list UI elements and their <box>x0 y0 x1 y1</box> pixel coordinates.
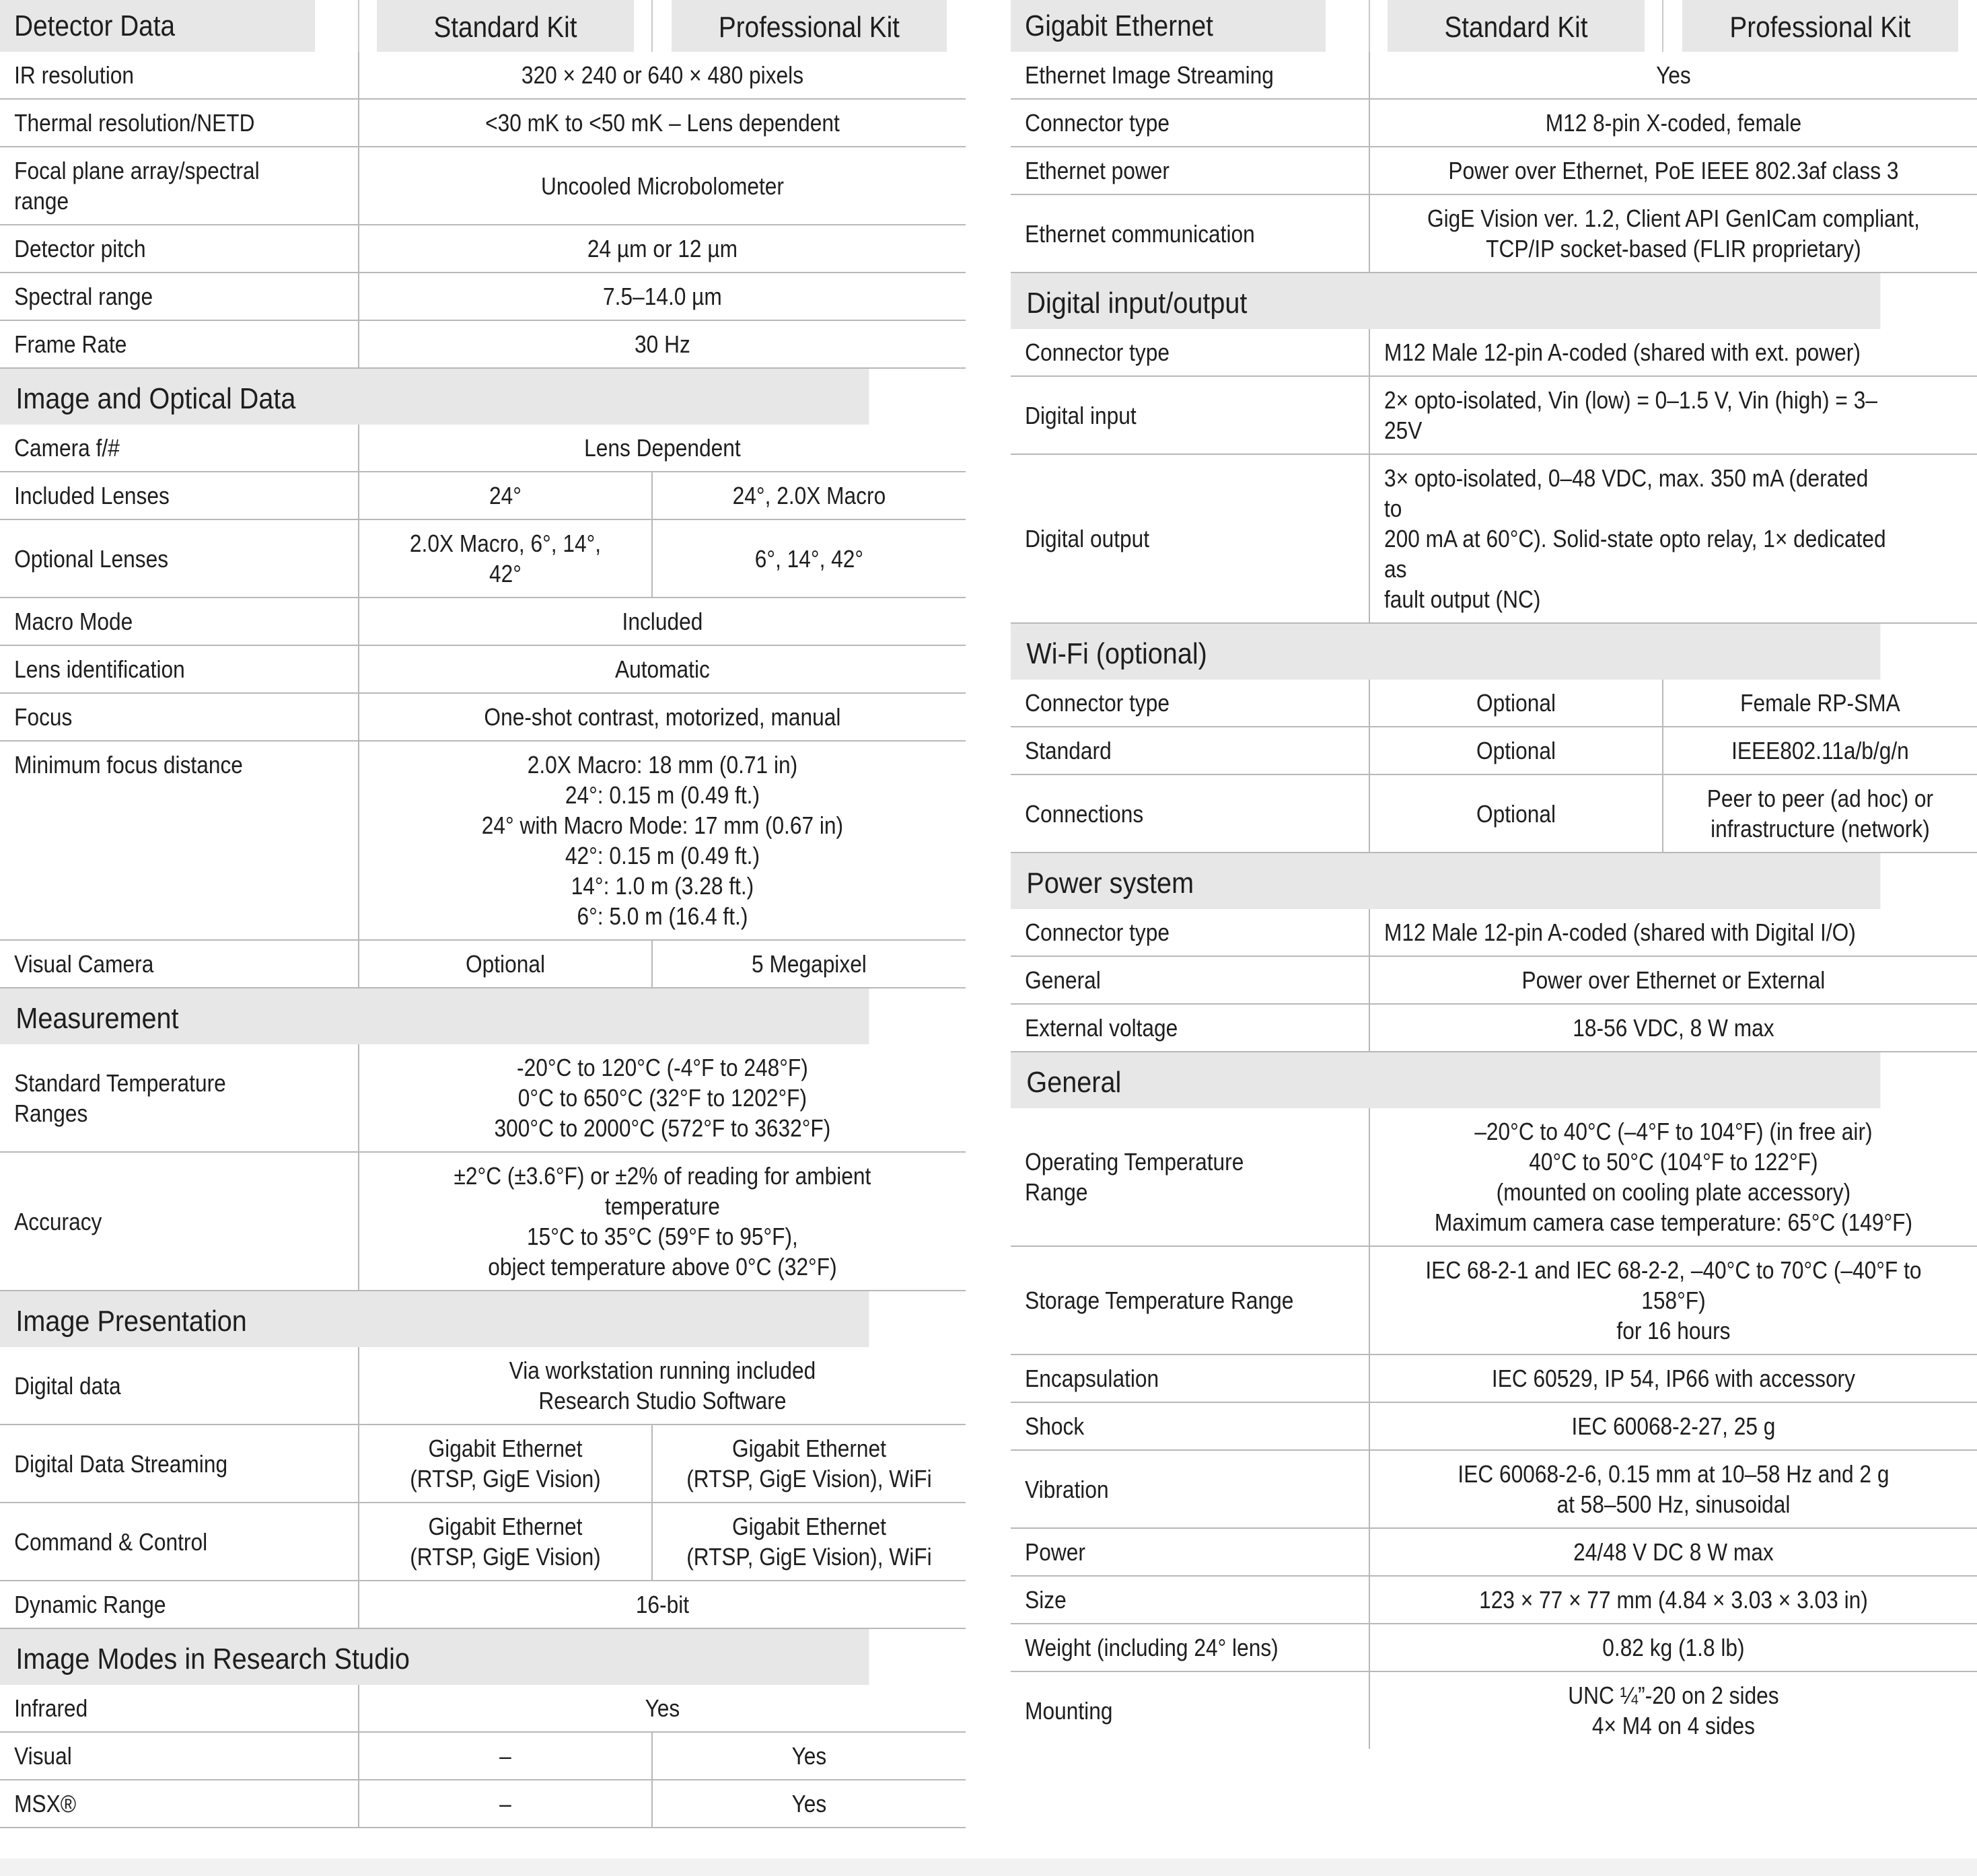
table-row <box>0 741 966 940</box>
ethernet-header-row <box>1011 0 1977 52</box>
value-line: UNC ¼”-20 on 2 sides <box>1568 1682 1779 1709</box>
value-line: 24°: 0.15 m (0.49 ft.) <box>565 781 760 809</box>
table-row <box>1011 1671 1977 1749</box>
value-line: GigE Vision ver. 1.2, Client API GenICam compliant, <box>1427 205 1920 232</box>
table-row <box>0 225 966 273</box>
row-value: 18-56 VDC, 8 W max <box>1406 1004 1941 1052</box>
row-value <box>1406 1246 1941 1355</box>
standard-value: Optional <box>1387 774 1645 853</box>
section-header-row <box>0 1291 966 1347</box>
row-label: Connector type <box>1011 909 1326 956</box>
column-header-standard: Standard Kit <box>1387 0 1645 52</box>
row-value: <30 mK to <50 mK – Lens dependent <box>395 99 929 147</box>
row-label: Dynamic Range <box>0 1581 316 1628</box>
row-label: Focus <box>0 693 316 741</box>
row-value: Yes <box>395 1685 929 1732</box>
table-row <box>0 1685 966 1732</box>
standard-value: 2.0X Macro, 6°, 14°, 42° <box>376 519 635 598</box>
professional-value: Yes <box>671 1780 947 1828</box>
table-row <box>0 1503 966 1581</box>
section-header-row <box>1011 1052 1977 1108</box>
value-line: –20°C to 40°C (–4°F to 104°F) (in free air) <box>1474 1118 1873 1145</box>
value-line: Gigabit Ethernet <box>731 1513 886 1540</box>
row-label: Operating Temperature Range <box>1011 1108 1326 1246</box>
value-line: 3× opto-isolated, 0–48 VDC, max. 350 mA (derated to <box>1384 464 1869 522</box>
section-title-optical: Image and Optical Data <box>0 368 869 425</box>
standard-value: Optional <box>376 940 635 988</box>
table-row <box>1011 909 1977 956</box>
row-label: MSX® <box>0 1780 316 1828</box>
section-title-measurement: Measurement <box>0 988 869 1044</box>
row-value: Automatic <box>395 645 929 693</box>
table-row <box>1011 956 1977 1004</box>
value-line: fault output (NC) <box>1384 585 1541 613</box>
value-line: 4× M4 on 4 sides <box>1591 1712 1756 1739</box>
value-line: TCP/IP socket-based (FLIR proprietary) <box>1486 235 1861 262</box>
row-value <box>1406 1108 1941 1246</box>
table-row <box>0 1152 966 1291</box>
value-line: IEC 60068-2-6, 0.15 mm at 10–58 Hz and 2 g <box>1458 1460 1890 1488</box>
table-row <box>1011 727 1977 774</box>
row-value <box>1406 194 1941 273</box>
row-label: Digital output <box>1011 454 1326 623</box>
section-title-wifi: Wi-Fi (optional) <box>1011 623 1880 680</box>
row-value: 123 × 77 × 77 mm (4.84 × 3.03 × 3.03 in) <box>1406 1576 1941 1624</box>
value-line: IEC 68-2-1 and IEC 68-2-2, –40°C to 70°C (–40°F to <box>1425 1256 1922 1284</box>
table-row <box>0 598 966 645</box>
table-row <box>0 147 966 225</box>
row-label: Focal plane array/spectral range <box>0 147 316 225</box>
section-title-detector: Detector Data <box>0 0 316 52</box>
row-label: Connector type <box>1011 99 1326 147</box>
row-label: Power <box>1011 1528 1326 1576</box>
row-label: Digital Data Streaming <box>0 1424 316 1503</box>
standard-value: Optional <box>1387 727 1645 774</box>
value-line: Via workstation running included <box>509 1357 816 1384</box>
section-title-modes: Image Modes in Research Studio <box>0 1628 869 1685</box>
table-row <box>1011 1576 1977 1624</box>
value-line: at 58–500 Hz, sinusoidal <box>1556 1490 1791 1518</box>
table-row <box>0 1732 966 1780</box>
table-row <box>0 1424 966 1503</box>
table-row <box>0 472 966 519</box>
row-label: Shock <box>1011 1402 1326 1450</box>
row-label: Connector type <box>1011 329 1326 376</box>
left-spec-column <box>0 0 966 1828</box>
row-value: One-shot contrast, motorized, manual <box>395 693 929 741</box>
row-value <box>1406 1450 1941 1528</box>
row-value: 0.82 kg (1.8 lb) <box>1406 1624 1941 1671</box>
value-line: (RTSP, GigE Vision), WiFi <box>686 1465 932 1492</box>
row-value: 7.5–14.0 µm <box>395 273 929 320</box>
row-label: Digital input <box>1011 376 1326 454</box>
row-label: Digital data <box>0 1347 316 1424</box>
row-label: Infrared <box>0 1685 316 1732</box>
table-row <box>1011 1108 1977 1246</box>
value-line: Research Studio Software <box>538 1387 787 1414</box>
section-title-dio: Digital input/output <box>1011 273 1880 329</box>
detector-header-row <box>0 0 966 52</box>
table-row <box>1011 1355 1977 1402</box>
right-spec-column <box>1011 0 1977 1749</box>
table-row <box>1011 680 1977 727</box>
row-value: Power over Ethernet, PoE IEEE 802.3af class 3 <box>1406 147 1941 194</box>
table-row <box>1011 1402 1977 1450</box>
table-row <box>0 320 966 368</box>
section-header-row <box>1011 853 1977 909</box>
row-label: Optional Lenses <box>0 519 316 598</box>
row-value: Lens Dependent <box>395 425 929 472</box>
table-row <box>1011 329 1977 376</box>
value-line: -20°C to 120°C (-4°F to 248°F) <box>517 1054 808 1081</box>
standard-value: – <box>376 1732 635 1780</box>
row-value: Included <box>395 598 929 645</box>
table-row <box>1011 376 1977 454</box>
value-line: for 16 hours <box>1616 1317 1731 1344</box>
value-line: object temperature above 0°C (32°F) <box>488 1253 837 1280</box>
row-value: M12 Male 12-pin A-coded (shared with ext. power) <box>1369 329 1904 376</box>
row-value: Power over Ethernet or External <box>1406 956 1941 1004</box>
value-line: 6°: 5.0 m (16.4 ft.) <box>577 902 748 930</box>
row-label: Visual Camera <box>0 940 316 988</box>
column-header-standard: Standard Kit <box>376 0 635 52</box>
row-label: Minimum focus distance <box>0 741 316 940</box>
row-label: Macro Mode <box>0 598 316 645</box>
row-label: Lens identification <box>0 645 316 693</box>
value-line: Gigabit Ethernet <box>428 1513 583 1540</box>
value-line: ±2°C (±3.6°F) or ±2% of reading for ambient temperature <box>454 1162 871 1220</box>
value-line: 300°C to 2000°C (572°F to 3632°F) <box>494 1114 831 1142</box>
row-label: Ethernet power <box>1011 147 1326 194</box>
table-row <box>0 1780 966 1828</box>
professional-value: 5 Megapixel <box>671 940 947 988</box>
row-label: Weight (including 24° lens) <box>1011 1624 1326 1671</box>
value-line: Gigabit Ethernet <box>731 1435 886 1462</box>
value-line: 158°F) <box>1641 1287 1706 1314</box>
professional-value <box>671 1424 947 1503</box>
column-header-professional: Professional Kit <box>1682 0 1958 52</box>
table-row <box>1011 1246 1977 1355</box>
row-value <box>1369 454 1904 623</box>
row-label: Frame Rate <box>0 320 316 368</box>
row-label: Detector pitch <box>0 225 316 273</box>
section-title-presentation: Image Presentation <box>0 1291 869 1347</box>
professional-value: Yes <box>671 1732 947 1780</box>
row-label: Spectral range <box>0 273 316 320</box>
value-line: Gigabit Ethernet <box>428 1435 583 1462</box>
row-value: 24/48 V DC 8 W max <box>1406 1528 1941 1576</box>
row-value: M12 Male 12-pin A-coded (shared with Digital I/O) <box>1369 909 1904 956</box>
row-label: Mounting <box>1025 1696 1113 1725</box>
value-line: 200 mA at 60°C). Solid-state opto relay, 1× dedicated as <box>1384 525 1886 583</box>
row-value <box>395 1347 929 1424</box>
row-label: General <box>1011 956 1326 1004</box>
row-value: 320 × 240 or 640 × 480 pixels <box>395 52 929 99</box>
value-line: Peer to peer (ad hoc) or <box>1706 785 1934 812</box>
table-row <box>0 1044 966 1152</box>
table-row <box>0 52 966 99</box>
table-row <box>1011 774 1977 853</box>
standard-value <box>376 1424 635 1503</box>
row-value: 30 Hz <box>395 320 929 368</box>
row-value: Yes <box>1406 52 1941 99</box>
value-line: 40°C to 50°C (104°F to 122°F) <box>1529 1148 1818 1176</box>
row-label: Camera f/# <box>0 425 316 472</box>
professional-value <box>671 1503 947 1581</box>
section-title-general: General <box>1011 1052 1880 1108</box>
row-label: IR resolution <box>0 52 316 99</box>
value-line: (mounted on cooling plate accessory) <box>1496 1178 1851 1206</box>
standard-value: Optional <box>1387 680 1645 727</box>
standard-value <box>376 1503 635 1581</box>
row-label: Accuracy <box>0 1152 316 1291</box>
value-line: 2.0X Macro: 18 mm (0.71 in) <box>527 751 798 779</box>
table-row <box>1011 454 1977 623</box>
table-row <box>0 645 966 693</box>
row-label: Size <box>1011 1576 1326 1624</box>
row-value: 2× opto-isolated, Vin (low) = 0–1.5 V, Vin (high) = 3–25V <box>1369 376 1904 454</box>
value-line: (RTSP, GigE Vision) <box>410 1543 601 1571</box>
table-row <box>0 693 966 741</box>
value-line: 14°: 1.0 m (3.28 ft.) <box>571 872 754 900</box>
row-value <box>395 1044 929 1152</box>
value-line: 24° with Macro Mode: 17 mm (0.67 in) <box>481 811 844 839</box>
table-row <box>0 99 966 147</box>
row-label: Command & Control <box>0 1503 316 1581</box>
standard-value: 24° <box>376 472 635 519</box>
table-row <box>1011 1004 1977 1052</box>
row-value: M12 8-pin X-coded, female <box>1406 99 1941 147</box>
professional-value: 24°, 2.0X Macro <box>671 472 947 519</box>
row-label: External voltage <box>1011 1004 1326 1052</box>
section-header-row <box>0 368 966 425</box>
value-line: Maximum camera case temperature: 65°C (149°F) <box>1434 1208 1913 1236</box>
page-bottom-edge <box>0 1859 1977 1876</box>
row-label: Storage Temperature Range <box>1011 1246 1326 1355</box>
table-row <box>1011 1624 1977 1671</box>
section-header-row <box>1011 623 1977 680</box>
table-row <box>0 940 966 988</box>
value-line: infrastructure (network) <box>1711 815 1930 842</box>
section-header-row <box>1011 273 1977 329</box>
row-label: Vibration <box>1011 1450 1326 1528</box>
row-value <box>395 1152 929 1291</box>
row-label: Ethernet Image Streaming <box>1011 52 1326 99</box>
row-label: Visual <box>0 1732 316 1780</box>
row-label: Encapsulation <box>1011 1355 1326 1402</box>
row-label: Ethernet communication <box>1011 194 1326 273</box>
row-value: 16-bit <box>395 1581 929 1628</box>
row-label: Thermal resolution/NETD <box>0 99 316 147</box>
row-label: Connections <box>1011 774 1326 853</box>
value-line: 42°: 0.15 m (0.49 ft.) <box>565 842 760 869</box>
section-header-row <box>0 988 966 1044</box>
right-spec-table <box>1011 0 1977 1749</box>
row-label: Standard <box>1011 727 1326 774</box>
row-value: IEC 60529, IP 54, IP66 with accessory <box>1406 1355 1941 1402</box>
standard-value: – <box>376 1780 635 1828</box>
professional-value: 6°, 14°, 42° <box>671 519 947 598</box>
professional-value <box>1682 774 1958 853</box>
row-value: IEC 60068-2-27, 25 g <box>1406 1402 1941 1450</box>
table-row <box>1011 99 1977 147</box>
table-row <box>1011 1528 1977 1576</box>
row-value <box>1406 1671 1941 1749</box>
left-spec-table <box>0 0 966 1828</box>
row-value: Uncooled Microbolometer <box>395 147 929 225</box>
column-header-professional: Professional Kit <box>671 0 947 52</box>
section-title-power: Power system <box>1011 853 1880 909</box>
professional-value: IEEE802.11a/b/g/n <box>1682 727 1958 774</box>
row-label: Connector type <box>1011 680 1326 727</box>
table-row <box>1011 147 1977 194</box>
table-row <box>1011 1450 1977 1528</box>
table-row <box>1011 52 1977 99</box>
row-value: 24 µm or 12 µm <box>395 225 929 273</box>
table-row <box>0 425 966 472</box>
table-row <box>1011 194 1977 273</box>
row-value <box>395 741 929 940</box>
table-row <box>0 273 966 320</box>
value-line: (RTSP, GigE Vision), WiFi <box>686 1543 932 1571</box>
section-title-ethernet: Gigabit Ethernet <box>1011 0 1326 52</box>
table-row <box>0 519 966 598</box>
section-header-row <box>0 1628 966 1685</box>
value-line: (RTSP, GigE Vision) <box>410 1465 601 1492</box>
table-row <box>0 1581 966 1628</box>
professional-value: Female RP-SMA <box>1682 680 1958 727</box>
value-line: 0°C to 650°C (32°F to 1202°F) <box>517 1084 807 1112</box>
row-label: Included Lenses <box>0 472 316 519</box>
row-label: Standard Temperature Ranges <box>0 1044 316 1152</box>
table-row <box>0 1347 966 1424</box>
value-line: 15°C to 35°C (59°F to 95°F), <box>527 1223 798 1250</box>
